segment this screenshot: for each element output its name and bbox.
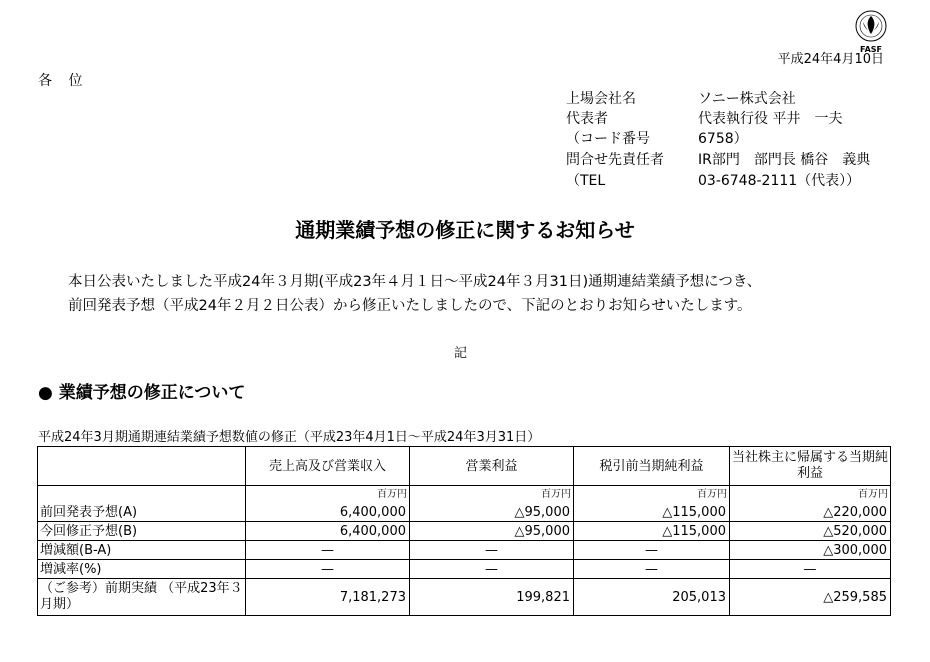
unit-cell: 百万円	[246, 486, 410, 504]
forecast-table	[37, 446, 891, 616]
info-value-representative: 代表執行役 平井 一夫	[698, 111, 843, 127]
header-net-income: 当社株主に帰属する当期純利益	[730, 447, 891, 486]
info-value-company: ソニー株式会社	[698, 91, 796, 107]
table-cell: 6,400,000	[246, 503, 410, 522]
table-header-row	[38, 447, 891, 486]
table-cell: △259,585	[730, 579, 891, 616]
table-row	[38, 541, 891, 560]
document-date: 平成24年4月10日	[777, 52, 884, 67]
header-blank	[38, 447, 246, 486]
unit-row	[38, 486, 891, 504]
table-cell: 205,013	[574, 579, 730, 616]
unit-cell: 百万円	[410, 486, 574, 504]
row-label: 増減率(%)	[38, 560, 246, 579]
table-cell: 199,821	[410, 579, 574, 616]
header-sales: 売上高及び営業収入	[246, 447, 410, 486]
info-label-company: 上場会社名	[566, 91, 636, 107]
table-cell: —	[410, 541, 574, 560]
table-cell: —	[574, 541, 730, 560]
info-label-representative: 代表者	[566, 111, 608, 127]
table-cell: —	[410, 560, 574, 579]
header-operating-income: 営業利益	[410, 447, 574, 486]
body-line-1: 本日公表いたしました平成24年３月期(平成23年４月１日～平成24年３月31日)通期連結業績予想につき、	[68, 274, 762, 290]
info-value-tel: 03-6748-2111（代表））	[698, 173, 861, 189]
table-cell: —	[730, 560, 891, 579]
table-cell: 6,400,000	[246, 522, 410, 541]
logo-text: FASF	[860, 45, 882, 54]
table-row	[38, 522, 891, 541]
table-row	[38, 579, 891, 616]
table-cell: △220,000	[730, 503, 891, 522]
row-label: 増減額(B-A)	[38, 541, 246, 560]
table-row	[38, 503, 891, 522]
info-label-contact: 問合せ先責任者	[566, 152, 664, 168]
row-label: 前回発表予想(A)	[38, 503, 246, 522]
unit-cell-blank	[38, 486, 246, 504]
unit-cell: 百万円	[730, 486, 891, 504]
table-cell: △520,000	[730, 522, 891, 541]
row-label: 今回修正予想(B)	[38, 522, 246, 541]
document-title: 通期業績予想の修正に関するお知らせ	[295, 218, 635, 242]
body-line-2: 前回発表予想（平成24年２月２日公表）から修正いたしましたので、下記のとおりお知らせいたします。	[68, 298, 752, 314]
row-label: （ご参考）前期実績 （平成23年３月期）	[38, 579, 246, 616]
table-row	[38, 560, 891, 579]
table-cell: △95,000	[410, 503, 574, 522]
table-cell: △115,000	[574, 503, 730, 522]
info-value-contact: IR部門 部門長 橋谷 義典	[698, 152, 871, 168]
table-cell: △300,000	[730, 541, 891, 560]
table-cell: 7,181,273	[246, 579, 410, 616]
info-label-code: （コード番号	[566, 131, 650, 147]
table-cell: —	[246, 541, 410, 560]
info-label-tel: （TEL	[566, 173, 606, 189]
ki-marker: 記	[454, 346, 468, 361]
section-heading: ● 業績予想の修正について	[38, 383, 246, 403]
addressee: 各 位	[38, 73, 89, 89]
table-cell: △95,000	[410, 522, 574, 541]
info-value-code: 6758）	[698, 131, 748, 147]
unit-cell: 百万円	[574, 486, 730, 504]
table-cell: —	[246, 560, 410, 579]
header-pretax-income: 税引前当期純利益	[574, 447, 730, 486]
table-caption: 平成24年3月期通期連結業績予想数値の修正（平成23年4月1日～平成24年3月31日）	[38, 430, 541, 445]
table-cell: —	[574, 560, 730, 579]
table-cell: △115,000	[574, 522, 730, 541]
